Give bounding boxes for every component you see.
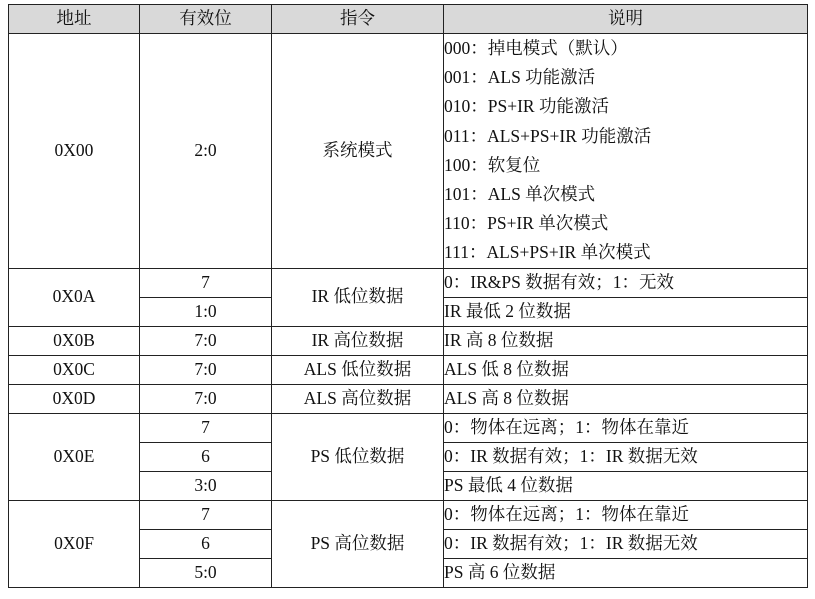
address-cell: 0X0C	[9, 355, 140, 384]
bits-cell: 7	[140, 500, 272, 529]
mode-option: 101：ALS 单次模式	[444, 183, 596, 204]
description-cell: PS 最低 4 位数据	[444, 471, 808, 500]
command-cell: ALS 低位数据	[272, 355, 444, 384]
header-address: 地址	[9, 5, 140, 34]
address-cell: 0X0D	[9, 384, 140, 413]
mode-option: 100：软复位	[444, 154, 541, 175]
bits-cell: 6	[140, 442, 272, 471]
description-cell: ALS 低 8 位数据	[444, 355, 808, 384]
mode-option: 010：PS+IR 功能激活	[444, 96, 609, 117]
command-cell: IR 高位数据	[272, 326, 444, 355]
address-cell: 0X0A	[9, 268, 140, 326]
table-row	[9, 384, 808, 413]
description-cell: IR 高 8 位数据	[444, 326, 808, 355]
mode-option: 000：掉电模式（默认）	[444, 38, 628, 58]
description-cell: ALS 高 8 位数据	[444, 384, 808, 413]
bits-cell: 1:0	[140, 297, 272, 326]
command-cell: IR 低位数据	[272, 268, 444, 326]
bits-cell: 7:0	[140, 355, 272, 384]
header-description: 说明	[444, 5, 808, 34]
bits-cell: 3:0	[140, 471, 272, 500]
address-cell: 0X0B	[9, 326, 140, 355]
command-cell: PS 高位数据	[272, 500, 444, 587]
description-cell: 0：IR 数据有效；1：IR 数据无效	[444, 442, 808, 471]
header-command: 指令	[272, 5, 444, 34]
bits-cell: 7	[140, 413, 272, 442]
bits-cell: 5:0	[140, 558, 272, 587]
bits-cell: 7:0	[140, 326, 272, 355]
header-row	[9, 5, 808, 34]
description-cell: IR 最低 2 位数据	[444, 297, 808, 326]
description-cell: 0：IR 数据有效；1：IR 数据无效	[444, 529, 808, 558]
bits-cell: 6	[140, 529, 272, 558]
mode-option: 111：ALS+PS+IR 单次模式	[444, 242, 651, 263]
address-cell: 0X0F	[9, 500, 140, 587]
table-row	[9, 500, 808, 529]
mode-option: 011：ALS+PS+IR 功能激活	[444, 125, 652, 146]
table-row	[9, 355, 808, 384]
table-row	[9, 268, 808, 297]
command-cell: ALS 高位数据	[272, 384, 444, 413]
bits-cell: 7	[140, 268, 272, 297]
description-cell: 0：IR&PS 数据有效；1：无效	[444, 268, 808, 297]
description-cell: PS 高 6 位数据	[444, 558, 808, 587]
table-row	[9, 413, 808, 442]
description-cell	[444, 34, 808, 269]
mode-option: 001：ALS 功能激活	[444, 67, 596, 88]
mode-option: 110：PS+IR 单次模式	[444, 213, 609, 234]
command-cell: 系统模式	[272, 34, 444, 269]
bits-cell: 2:0	[140, 34, 272, 269]
header-bits: 有效位	[140, 5, 272, 34]
bits-cell: 7:0	[140, 384, 272, 413]
command-cell: PS 低位数据	[272, 413, 444, 500]
address-cell: 0X0E	[9, 413, 140, 500]
table-row	[9, 34, 808, 269]
register-table	[8, 4, 808, 588]
table-row	[9, 326, 808, 355]
description-cell: 0：物体在远离；1：物体在靠近	[444, 500, 808, 529]
description-cell: 0：物体在远离；1：物体在靠近	[444, 413, 808, 442]
address-cell: 0X00	[9, 34, 140, 269]
